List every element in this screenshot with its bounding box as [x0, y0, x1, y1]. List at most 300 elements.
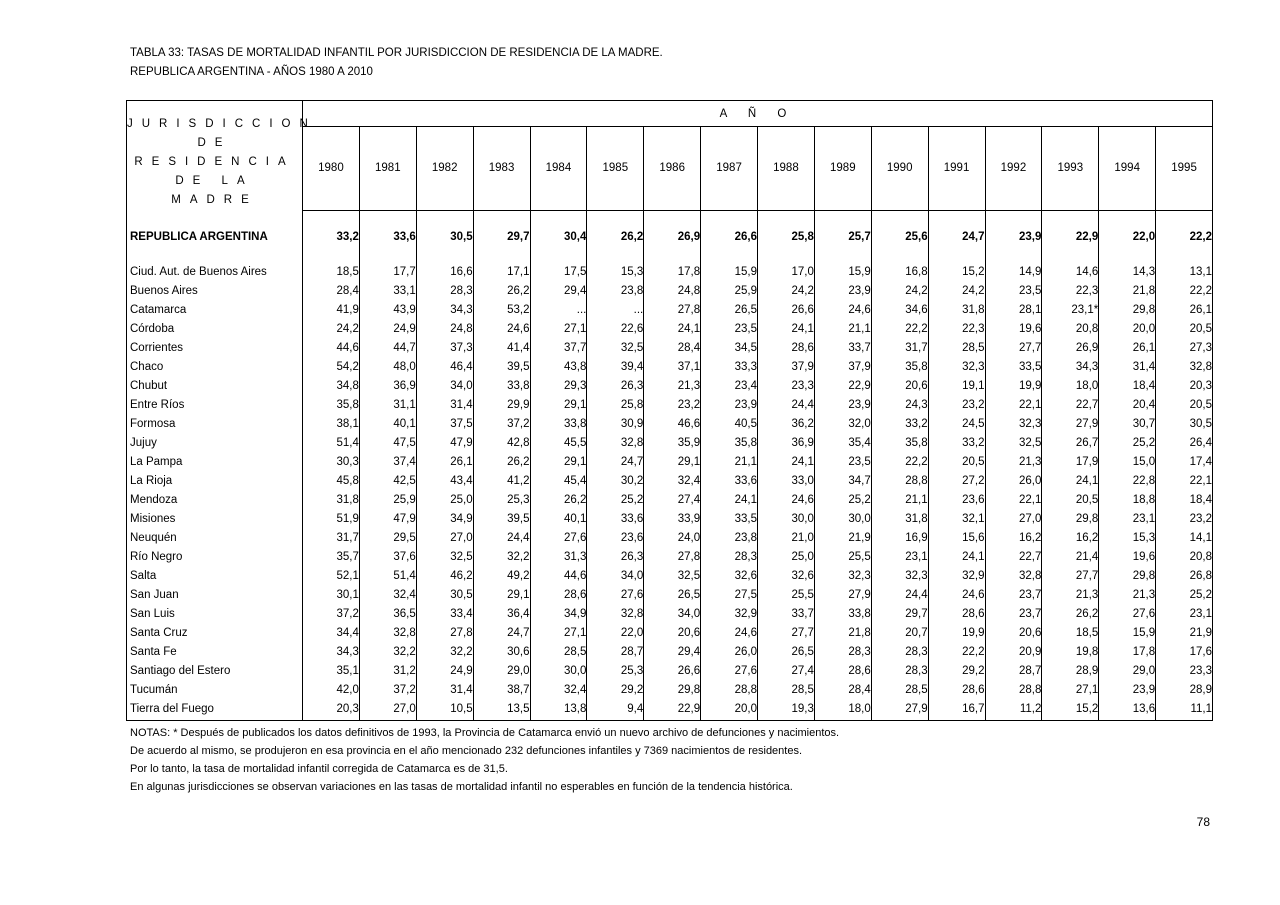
rate-value: 28,7	[985, 662, 1042, 681]
rate-value: 33,8	[814, 605, 871, 624]
national-value: 26,2	[587, 219, 644, 255]
rate-value: 31,7	[871, 339, 928, 358]
rate-value: 35,9	[644, 434, 701, 453]
rate-value: 20,9	[985, 643, 1042, 662]
rate-value: 23,7	[985, 605, 1042, 624]
rate-value: 30,0	[814, 510, 871, 529]
table-row	[127, 434, 1213, 453]
rate-value: 32,5	[644, 567, 701, 586]
rate-value: 27,1	[1042, 681, 1099, 700]
rate-value: 15,2	[1042, 700, 1099, 719]
rate-value: 30,2	[587, 472, 644, 491]
rate-value: 17,5	[530, 263, 587, 282]
rate-value: 24,7	[473, 624, 530, 643]
rate-value: 23,2	[928, 396, 985, 415]
rate-value: 51,4	[303, 434, 360, 453]
jurisdiction-name: San Juan	[130, 589, 179, 601]
year-header: 1990	[871, 127, 928, 211]
rate-value: 25,8	[587, 396, 644, 415]
table-row	[127, 415, 1213, 434]
rate-value: 20,0	[1099, 320, 1156, 339]
table-row	[127, 301, 1213, 320]
rate-value: 34,5	[701, 339, 758, 358]
table-row	[127, 662, 1213, 681]
national-row	[127, 219, 1213, 255]
rate-value: 42,0	[303, 681, 360, 700]
jurisdiction-header-line-2: DE RESIDENCIA	[134, 137, 295, 168]
rate-value: 32,9	[928, 567, 985, 586]
rate-value: 21,1	[814, 320, 871, 339]
rate-value: 26,5	[701, 301, 758, 320]
jurisdiction-name: Catamarca	[130, 304, 187, 316]
rate-value: 26,2	[473, 282, 530, 301]
rate-value: 42,5	[359, 472, 416, 491]
jurisdiction-name: Jujuy	[130, 437, 157, 449]
jurisdiction-name: San Luis	[130, 608, 175, 620]
rate-value: 27,6	[587, 586, 644, 605]
rate-value: 29,0	[1099, 662, 1156, 681]
rate-value: 28,6	[928, 605, 985, 624]
rate-value: 32,4	[644, 472, 701, 491]
rate-value: 20,5	[1156, 320, 1213, 339]
rate-value: 19,1	[928, 377, 985, 396]
rate-value: 27,8	[644, 301, 701, 320]
rate-value: 24,0	[644, 529, 701, 548]
rate-value: 39,4	[587, 358, 644, 377]
rate-value: 28,9	[1042, 662, 1099, 681]
table-row	[127, 377, 1213, 396]
rate-value: 32,8	[985, 567, 1042, 586]
table-row	[127, 700, 1213, 719]
rate-value: 19,9	[928, 624, 985, 643]
rate-value: 37,2	[303, 605, 360, 624]
national-value: 25,8	[758, 219, 815, 255]
rate-value: 47,9	[416, 434, 473, 453]
rate-value: 29,8	[1099, 301, 1156, 320]
table-row	[127, 263, 1213, 282]
rate-value: 22,9	[644, 700, 701, 719]
jurisdiction-name: Buenos Aires	[130, 285, 198, 297]
rate-value: 24,8	[416, 320, 473, 339]
rate-value: 20,8	[1156, 548, 1213, 567]
rate-value: 43,4	[416, 472, 473, 491]
rate-value: 23,9	[1099, 681, 1156, 700]
rate-value: 23,9	[814, 282, 871, 301]
rate-value: 27,7	[1042, 567, 1099, 586]
rate-value: 32,8	[587, 434, 644, 453]
rate-value: 29,4	[530, 282, 587, 301]
table-row	[127, 282, 1213, 301]
year-header: 1982	[416, 127, 473, 211]
rate-value: 21,3	[985, 453, 1042, 472]
rate-value: 26,5	[758, 643, 815, 662]
rate-value: 16,2	[985, 529, 1042, 548]
rate-value: 29,0	[473, 662, 530, 681]
jurisdiction-name: Formosa	[130, 418, 176, 430]
rate-value: 31,7	[303, 529, 360, 548]
rate-value: 21,1	[701, 453, 758, 472]
rate-value: 21,8	[814, 624, 871, 643]
rate-value: 22,7	[1042, 396, 1099, 415]
rate-value: 28,3	[871, 662, 928, 681]
rate-value: 34,9	[530, 605, 587, 624]
jurisdiction-name: Tierra del Fuego	[130, 703, 214, 715]
rate-value: 29,3	[530, 377, 587, 396]
rate-value: 32,1	[928, 510, 985, 529]
jurisdiction-name: Misiones	[130, 513, 176, 525]
rate-value: 26,3	[587, 377, 644, 396]
jurisdiction-name: Corrientes	[130, 342, 184, 354]
rate-value: ...	[587, 301, 644, 320]
rate-value: 34,0	[416, 377, 473, 396]
rate-value: 18,8	[1099, 491, 1156, 510]
rate-value: 44,6	[530, 567, 587, 586]
rate-value: 25,3	[587, 662, 644, 681]
rate-value: 25,3	[473, 491, 530, 510]
rate-value: 52,1	[303, 567, 360, 586]
jurisdiction-name: Neuquén	[130, 532, 177, 544]
rate-value: 39,5	[473, 510, 530, 529]
table-row	[127, 453, 1213, 472]
rate-value: 34,0	[644, 605, 701, 624]
rate-value: 14,9	[985, 263, 1042, 282]
rate-value: 21,1	[871, 491, 928, 510]
rate-value: 34,6	[871, 301, 928, 320]
rate-value: 29,9	[473, 396, 530, 415]
rate-value: 41,9	[303, 301, 360, 320]
note-line: En algunas jurisdicciones se observan variaciones en las tasas de mortalidad infantil no esperables en función de la tendencia histórica.	[130, 781, 793, 793]
rate-value: 22,1	[985, 396, 1042, 415]
rate-value: 25,5	[758, 586, 815, 605]
rate-value: 18,4	[1156, 491, 1213, 510]
rate-value: 35,4	[814, 434, 871, 453]
rate-value: 29,4	[644, 643, 701, 662]
rate-value: 29,8	[1042, 510, 1099, 529]
rate-value: 24,1	[644, 320, 701, 339]
note-line: Por lo tanto, la tasa de mortalidad infantil corregida de Catamarca es de 31,5.	[130, 763, 508, 775]
rate-value: 37,6	[359, 548, 416, 567]
rate-value: 28,5	[758, 681, 815, 700]
rate-value: 33,2	[871, 415, 928, 434]
rate-value: 13,8	[530, 700, 587, 719]
rate-value: 29,2	[587, 681, 644, 700]
rate-value: 28,4	[644, 339, 701, 358]
rate-value: 16,2	[1042, 529, 1099, 548]
jurisdiction-name: La Pampa	[130, 456, 183, 468]
rate-value: 23,2	[644, 396, 701, 415]
rate-value: 20,0	[701, 700, 758, 719]
rate-value: 44,6	[303, 339, 360, 358]
rate-value: 24,6	[701, 624, 758, 643]
rate-value: 37,2	[359, 681, 416, 700]
rate-value: 17,8	[1099, 643, 1156, 662]
rate-value: 20,6	[644, 624, 701, 643]
rate-value: 33,7	[814, 339, 871, 358]
rate-value: 45,4	[530, 472, 587, 491]
rate-value: 21,3	[1042, 586, 1099, 605]
rate-value: 33,4	[416, 605, 473, 624]
rate-value: 29,1	[473, 586, 530, 605]
rate-value: 48,0	[359, 358, 416, 377]
rate-value: 53,2	[473, 301, 530, 320]
rate-value: 26,1	[1156, 301, 1213, 320]
rate-value: 25,2	[1099, 434, 1156, 453]
rate-value: 21,3	[1099, 586, 1156, 605]
rate-value: 28,6	[530, 586, 587, 605]
rate-value: 28,3	[416, 282, 473, 301]
rate-value: 33,9	[644, 510, 701, 529]
rate-value: 32,4	[530, 681, 587, 700]
jurisdiction-header-line-1: JURISDICCION	[127, 118, 317, 130]
rate-value: 33,8	[530, 415, 587, 434]
jurisdiction-name: Río Negro	[130, 551, 183, 563]
rate-value: 45,8	[303, 472, 360, 491]
rate-value: 26,0	[985, 472, 1042, 491]
rate-value: 23,7	[985, 586, 1042, 605]
rate-value: 22,1	[985, 491, 1042, 510]
rate-value: 26,1	[1099, 339, 1156, 358]
rate-value: 9,4	[587, 700, 644, 719]
rate-value: 32,5	[416, 548, 473, 567]
rate-value: 23,1	[871, 548, 928, 567]
rate-value: 31,3	[530, 548, 587, 567]
rate-value: 24,6	[473, 320, 530, 339]
national-value: 25,7	[814, 219, 871, 255]
rate-value: 18,5	[303, 263, 360, 282]
rate-value: 24,6	[928, 586, 985, 605]
rate-value: 27,6	[530, 529, 587, 548]
rate-value: 32,5	[587, 339, 644, 358]
rate-value: 32,3	[871, 567, 928, 586]
rate-value: 24,7	[587, 453, 644, 472]
rate-value: 51,9	[303, 510, 360, 529]
rate-value: 24,6	[814, 301, 871, 320]
jurisdiction-name: Ciud. Aut. de Buenos Aires	[130, 266, 267, 278]
rate-value: 26,2	[530, 491, 587, 510]
rate-value: 14,6	[1042, 263, 1099, 282]
table-row	[127, 605, 1213, 624]
table-row	[127, 358, 1213, 377]
table-row	[127, 510, 1213, 529]
rate-value: 28,5	[530, 643, 587, 662]
table-row	[127, 624, 1213, 643]
jurisdiction-header	[127, 101, 317, 211]
rate-value: 41,2	[473, 472, 530, 491]
rate-value: 32,4	[359, 586, 416, 605]
national-value: 22,0	[1099, 219, 1156, 255]
rate-value: 38,1	[303, 415, 360, 434]
rate-value: ...	[530, 301, 587, 320]
rate-value: 32,6	[758, 567, 815, 586]
rate-value: 15,9	[701, 263, 758, 282]
rate-value: 22,9	[814, 377, 871, 396]
rate-value: 23,1	[1099, 510, 1156, 529]
rate-value: 28,7	[587, 643, 644, 662]
jurisdiction-name: Córdoba	[130, 323, 175, 335]
rate-value: 33,6	[701, 472, 758, 491]
rate-value: 29,1	[644, 453, 701, 472]
rate-value: 24,1	[758, 453, 815, 472]
rate-value: 23,1*	[1042, 301, 1099, 320]
year-header: 1989	[814, 127, 871, 211]
rate-value: 24,4	[758, 396, 815, 415]
rate-value: 26,6	[758, 301, 815, 320]
rate-value: 11,2	[985, 700, 1042, 719]
mortality-table	[126, 100, 1213, 721]
year-header: 1995	[1156, 127, 1213, 211]
rate-value: 20,4	[1099, 396, 1156, 415]
jurisdiction-name: Salta	[130, 570, 157, 582]
rate-value: 36,2	[758, 415, 815, 434]
rate-value: 15,9	[1099, 624, 1156, 643]
note-line: NOTAS: * Después de publicados los datos definitivos de 1993, la Provincia de Catamarca envió un nuevo archivo de defunciones y nacimientos.	[130, 727, 840, 739]
rate-value: 46,6	[644, 415, 701, 434]
rate-value: 20,3	[303, 700, 360, 719]
rate-value: 29,8	[644, 681, 701, 700]
rate-value: 25,9	[701, 282, 758, 301]
rate-value: 30,6	[473, 643, 530, 662]
rate-value: 30,7	[1099, 415, 1156, 434]
rate-value: 27,1	[530, 624, 587, 643]
rate-value: 24,1	[928, 548, 985, 567]
table-row	[127, 472, 1213, 491]
rate-value: 32,8	[359, 624, 416, 643]
rate-value: 26,3	[587, 548, 644, 567]
rate-value: 33,6	[587, 510, 644, 529]
rate-value: 44,7	[359, 339, 416, 358]
rate-value: 28,4	[814, 681, 871, 700]
rate-value: 16,8	[871, 263, 928, 282]
rate-value: 27,8	[416, 624, 473, 643]
rate-value: 30,5	[416, 586, 473, 605]
rate-value: 20,8	[1042, 320, 1099, 339]
rate-value: 22,0	[587, 624, 644, 643]
rate-value: 27,9	[871, 700, 928, 719]
rate-value: 22,1	[1156, 472, 1213, 491]
rate-value: 26,7	[1042, 434, 1099, 453]
rate-value: 35,1	[303, 662, 360, 681]
rate-value: 24,9	[359, 320, 416, 339]
rate-value: 23,6	[587, 529, 644, 548]
rate-value: 33,7	[758, 605, 815, 624]
rate-value: 27,9	[814, 586, 871, 605]
rate-value: 28,1	[985, 301, 1042, 320]
rate-value: 41,4	[473, 339, 530, 358]
page-number: 78	[1196, 815, 1210, 829]
rate-value: 37,1	[644, 358, 701, 377]
rate-value: 23,2	[1156, 510, 1213, 529]
rate-value: 33,0	[758, 472, 815, 491]
rate-value: 30,3	[303, 453, 360, 472]
rate-value: 25,2	[1156, 586, 1213, 605]
table-row	[127, 339, 1213, 358]
year-header: 1988	[758, 127, 815, 211]
rate-value: 14,1	[1156, 529, 1213, 548]
rate-value: 27,9	[1042, 415, 1099, 434]
rate-value: 19,3	[758, 700, 815, 719]
rate-value: 21,8	[1099, 282, 1156, 301]
rate-value: 30,9	[587, 415, 644, 434]
table-subtitle: REPUBLICA ARGENTINA - AÑOS 1980 A 2010	[130, 66, 373, 78]
rate-value: 28,5	[928, 339, 985, 358]
national-value: 29,7	[473, 219, 530, 255]
rate-value: 11,1	[1156, 700, 1213, 719]
rate-value: 23,5	[814, 453, 871, 472]
rate-value: 28,8	[985, 681, 1042, 700]
rate-value: 51,4	[359, 567, 416, 586]
rate-value: 40,1	[359, 415, 416, 434]
jurisdiction-name: Chaco	[130, 361, 164, 373]
rate-value: 24,2	[758, 282, 815, 301]
year-header: 1993	[1042, 127, 1099, 211]
rate-value: 42,8	[473, 434, 530, 453]
rate-value: 28,8	[701, 681, 758, 700]
table-title: TABLA 33: TASAS DE MORTALIDAD INFANTIL POR JURISDICCION DE RESIDENCIA DE LA MADRE.	[130, 47, 663, 59]
rate-value: 34,4	[303, 624, 360, 643]
rate-value: 19,9	[985, 377, 1042, 396]
rate-value: 22,2	[928, 643, 985, 662]
rate-value: 40,1	[530, 510, 587, 529]
rate-value: 43,9	[359, 301, 416, 320]
rate-value: 23,5	[701, 320, 758, 339]
rate-value: 35,8	[303, 396, 360, 415]
rate-value: 13,6	[1099, 700, 1156, 719]
rate-value: 34,3	[303, 643, 360, 662]
rate-value: 22,7	[985, 548, 1042, 567]
jurisdiction-name: La Rioja	[130, 475, 173, 487]
rate-value: 21,4	[1042, 548, 1099, 567]
year-header: 1983	[473, 127, 530, 211]
rate-value: 46,4	[416, 358, 473, 377]
rate-value: 17,7	[359, 263, 416, 282]
rate-value: 37,5	[416, 415, 473, 434]
rate-value: 30,0	[530, 662, 587, 681]
rate-value: 29,1	[530, 396, 587, 415]
rate-value: 31,8	[871, 510, 928, 529]
rate-value: 20,6	[985, 624, 1042, 643]
rate-value: 25,2	[814, 491, 871, 510]
rate-value: 14,3	[1099, 263, 1156, 282]
rate-value: 26,6	[644, 662, 701, 681]
rate-value: 32,3	[814, 567, 871, 586]
rate-value: 34,3	[416, 301, 473, 320]
rate-value: 15,2	[928, 263, 985, 282]
rate-value: 36,4	[473, 605, 530, 624]
table-row	[127, 529, 1213, 548]
rate-value: 19,8	[1042, 643, 1099, 662]
rate-value: 32,0	[814, 415, 871, 434]
rate-value: 27,4	[644, 491, 701, 510]
jurisdiction-name: Tucumán	[130, 684, 178, 696]
national-value: 26,6	[701, 219, 758, 255]
rate-value: 40,5	[701, 415, 758, 434]
rate-value: 20,5	[1156, 396, 1213, 415]
note-line: De acuerdo al mismo, se produjeron en esa provincia en el año mencionado 232 defunciones infantiles y 7369 nacimientos de residentes.	[130, 745, 803, 757]
rate-value: 30,5	[1156, 415, 1213, 434]
national-value: 33,2	[303, 219, 360, 255]
rate-value: 35,7	[303, 548, 360, 567]
rate-value: 24,1	[758, 320, 815, 339]
rate-value: 27,8	[644, 548, 701, 567]
rate-value: 27,0	[985, 510, 1042, 529]
jurisdiction-name: Entre Ríos	[130, 399, 185, 411]
rate-value: 34,8	[303, 377, 360, 396]
rate-value: 29,5	[359, 529, 416, 548]
year-header: 1984	[530, 127, 587, 211]
rate-value: 36,9	[758, 434, 815, 453]
year-group-header: A Ñ O	[303, 101, 1213, 127]
jurisdiction-header-line-3: DE LA MADRE	[171, 175, 258, 206]
